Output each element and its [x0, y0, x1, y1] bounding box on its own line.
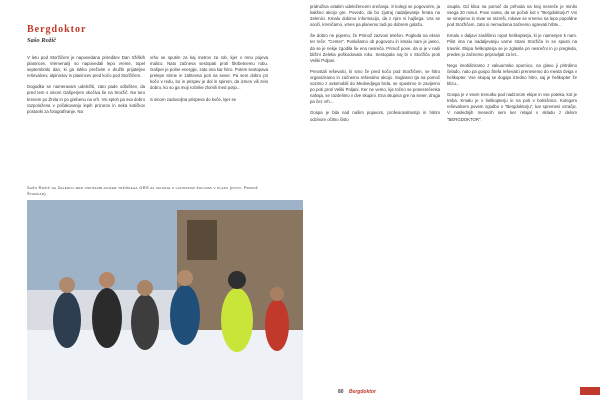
page-number: 80 [338, 389, 344, 395]
photo-caption: Sašo Rožič na Zelenici med usposabljanjem tržiškega GRS za iskanje z lavinskimi žolnami v plazu (foto: Primož Štamcar) [27, 185, 258, 196]
paragraph: Gospa je v vsem trenutku pod nadzorom ekipe in vse poteka, kot je treba. Kmalu je v helikopterju in na poti v bolnišnico. Kolegom reševalcem povem zgodbo o "Bergdoktorju", kar spremeni ozračje. V naslednjih mesecih sem ker relajal v skladu z delom "BERGDOKTOR". [447, 92, 577, 122]
paragraph: Nego imobiliziramo z vakuumsko opornico, na glavo ji pritrdimo čelado, nato pa gospo Štefa reševalci prenesemo do mesta dviga v helikopter. Vse skupaj se dogaja izredno hitro, saj je helikopter že blizu... [447, 62, 577, 87]
paragraph: Preostali reševalci, ki smo že pred kočo pod Storžičem, se hitro organiziramo in začnemo reševalno akcijo. Soglasno tja na pomoč vozimo z avtomobili do Medvedjega brda, se spustimo in zavijemo po poti proti Veliki Poljani. Ker ne vemo, kje točno se ponesrečenka nahaja, se razdelimo v dve skupini. Ena skupina gre na sever, druga pa čez vrh... [310, 68, 440, 105]
text-column-2 [150, 55, 268, 108]
paragraph: vrhu se sputim za kaj metrov za rob, kjer v mnu pojeva malico. Nato začneva sestopati proti Škrbetnemu robu. Gašper je polne energije, zato ima kar hitro. Potem sestopava prelepe strme in zahtevna poti na sever. Pa sem dobro pri kočo v redu, bo in prispev je dol in spirem, da izmen vili zelo dobro, ko so ga moji ročnike zlomili med potjo... [150, 55, 268, 91]
paragraph: Še dobro ne pojemo, že Primož zazvoni telefon. Pogleda na ekran ter reče: "Center". Poslušamo ob pogovoru in kmalu nam je jasno, da se je nekje zgodila še ena nesreča. Primož pove, da si je v naši bližini Zeleka poškodovala roko. Sestopala naj bi s Storžiča proti Veliki Poljani. [310, 33, 440, 63]
paragraph: Gospa je bila nad našim pojavom, profesionalnostjo in hitrim odzivom očitno čisto [310, 110, 440, 122]
text-column-3 [310, 4, 440, 128]
paragraph: S sinom zadovoljna prispeva do koče, kjer se [150, 96, 236, 102]
paragraph: Kmalu v daljavi zaslišimo ropot helikopterja, ki je namenjen k nam. Pilot ima na nadaljevanju varne strani Storžiča in se spusti na travnik. Ekipa helikopterja se je zglasila pri nesrečni in jo pregleda, preden jo začnemo pripravljati za let... [447, 33, 577, 57]
footer-brand: Bergdoktor [348, 389, 376, 395]
article-author: Sašo Rožič [27, 37, 57, 44]
paragraph: pridruživa ostalim udeležencem srečanja. S kolegi se pogovorim, ja kakšno akcijo gre. Povedo, da bo zjutraj nadaljevanje ferata na Zelenici. Kmalu dobimo informacijo, da z njim ni hujšega. Ura se sonči, krvničamo, vmes pa planemo tudi po dobrem golažu. [310, 4, 440, 28]
paragraph: Dogodka se nameravam udeležiti, zato pade odločitev, da pred tem s sinom Gašperjem skočiva še na Storžič. Na turo krenem po Žrela in po grebenu na vrh. Vsi sploh pa sva dobro razpoložena v pričakovanju lepih prizorov in neka kotičkov postanki za fotografiranje. Na [27, 84, 145, 114]
page-footer [338, 389, 376, 395]
article-title: Bergdoktor [27, 24, 87, 35]
footer-accent-bar [580, 387, 600, 395]
paragraph: V letu pod Storžičem je napovedana prireditev Dan tržiških planincev. Vremenarji so napovedali lepo vreme, topel septembrski dan, ki ga lahko preživim v družbi prijateljev reševalcev, alpinistov in planincev pred kočo pod Storžičem. [27, 55, 145, 79]
paragraph: osupla. Od klica na pomoč do prihoda na kraj nesreče je minilo vsega 20 minut. Pove nama, da se počuti kot v "Bergdoktorju"! Vsi se smejemo in stvar se razreši, rokave se vrnemo na lepo popoldne pod Storžičem, zato si nemudoma začnemo ogrevati hrbte... [447, 4, 577, 28]
photo-illustration [27, 200, 303, 400]
text-column-4 [447, 4, 577, 128]
rescue-team-photo [27, 200, 303, 400]
text-column-1 [27, 55, 145, 120]
